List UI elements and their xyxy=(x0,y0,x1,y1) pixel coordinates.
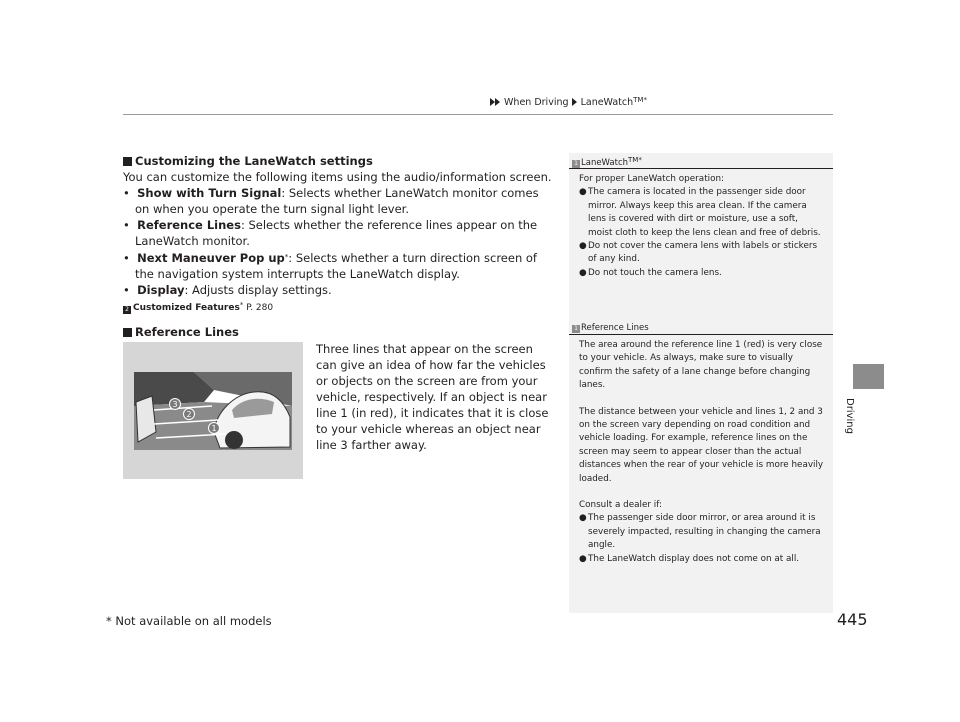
reference-lines-description: Three lines that appear on the screen can give an idea of how far the vehicles or objects on the screen are from your vehicle, respectively. If an object is near line 1 (in red), it indicates that it is close to your vehicle whereas an object near line 3 farther away. xyxy=(316,342,549,452)
reference-line-label: 2 xyxy=(186,410,192,419)
subsection-heading: Reference Lines xyxy=(123,325,239,339)
list-item: • Reference Lines: Selects whether the reference lines appear on the LaneWatch monitor. xyxy=(123,218,538,248)
footnote: * Not available on all models xyxy=(106,614,272,628)
breadcrumb xyxy=(490,96,647,108)
note-body: For proper LaneWatch operation: ●The camera is located in the passenger side door mirror. Always keep this area clean. If the camera lens is covered with dirt or moisture, use a soft, moist cloth to keep the lens clean and free of debris. ●Do not cover the camera lens with labels or stickers of any kind. ●Do not touch the camera lens. xyxy=(579,173,825,280)
arrow-right-icon xyxy=(572,98,577,106)
page-number: 445 xyxy=(837,610,868,629)
trademark-mark: TM* xyxy=(633,96,647,104)
cross-reference-icon: 2 xyxy=(123,306,131,314)
breadcrumb-lanewatch[interactable]: LaneWatch xyxy=(580,97,634,108)
list-item: ●Do not touch the camera lens. xyxy=(579,267,722,278)
section-heading: Customizing the LaneWatch settings xyxy=(123,153,553,169)
reference-line-label: 1 xyxy=(211,424,217,433)
header-rule xyxy=(123,114,833,115)
list-item: ●The camera is located in the passenger side door mirror. Always keep this area clean. If the camera lens is covered with dirt or moisture, use a soft, moist cloth to keep the lens clean and free of debris. xyxy=(579,187,821,238)
list-item: • Show with Turn Signal: Selects whether LaneWatch monitor comes on when you operate the turn signal light lever. xyxy=(123,186,539,216)
camera-view-image xyxy=(134,372,292,450)
note-title: 1 Reference Lines xyxy=(572,323,649,333)
note-number-icon: 1 xyxy=(572,160,580,168)
list-item: ●Do not cover the camera lens with labels or stickers of any kind. xyxy=(579,241,818,265)
reference-line-label: 3 xyxy=(172,400,178,409)
main-content xyxy=(123,153,553,315)
lanewatch-illustration xyxy=(123,342,303,479)
arrow-right-icon xyxy=(495,98,500,106)
square-bullet-icon xyxy=(123,157,132,166)
section-intro: You can customize the following items using the audio/information screen. xyxy=(123,170,552,184)
list-item: ●The LaneWatch display does not come on at all. xyxy=(579,553,800,564)
breadcrumb-when-driving[interactable]: When Driving xyxy=(504,97,569,108)
list-item: • Next Maneuver Pop up*: Selects whether a turn direction screen of the navigation system interrupts the LaneWatch display. xyxy=(123,251,537,281)
list-item: • Display: Adjusts display settings. xyxy=(123,283,332,297)
note-rule xyxy=(569,168,833,169)
cross-reference-link[interactable]: 2 Customized Features* P. 280 xyxy=(123,298,553,315)
note-number-icon: 1 xyxy=(572,325,580,333)
note-body: The area around the reference line 1 (red) is very close to your vehicle. As always, make sure to visually confirm the safety of a lane change before changing lanes. The distance between your vehicle and lines 1, 2 and 3 on the screen vary depending on road condition and vehicle loading. For example, reference lines on the screen may seem to appear closer than the actual distances when the rear of your vehicle is more heavily loaded. Consult a dealer if: ●The passenger side door mirror, or area around it is severely impacted, resulting in changing the camera angle. ●The LaneWatch display does not come on at all. xyxy=(579,339,825,566)
note-rule xyxy=(569,334,833,335)
section-tab-label: Driving xyxy=(844,398,855,434)
square-bullet-icon xyxy=(123,328,132,337)
list-item: ●The passenger side door mirror, or area around it is severely impacted, resulting in changing the camera angle. xyxy=(579,513,821,551)
section-tab-marker xyxy=(853,364,884,389)
note-title: 1 LaneWatch$^{TM*}$ xyxy=(572,156,642,168)
